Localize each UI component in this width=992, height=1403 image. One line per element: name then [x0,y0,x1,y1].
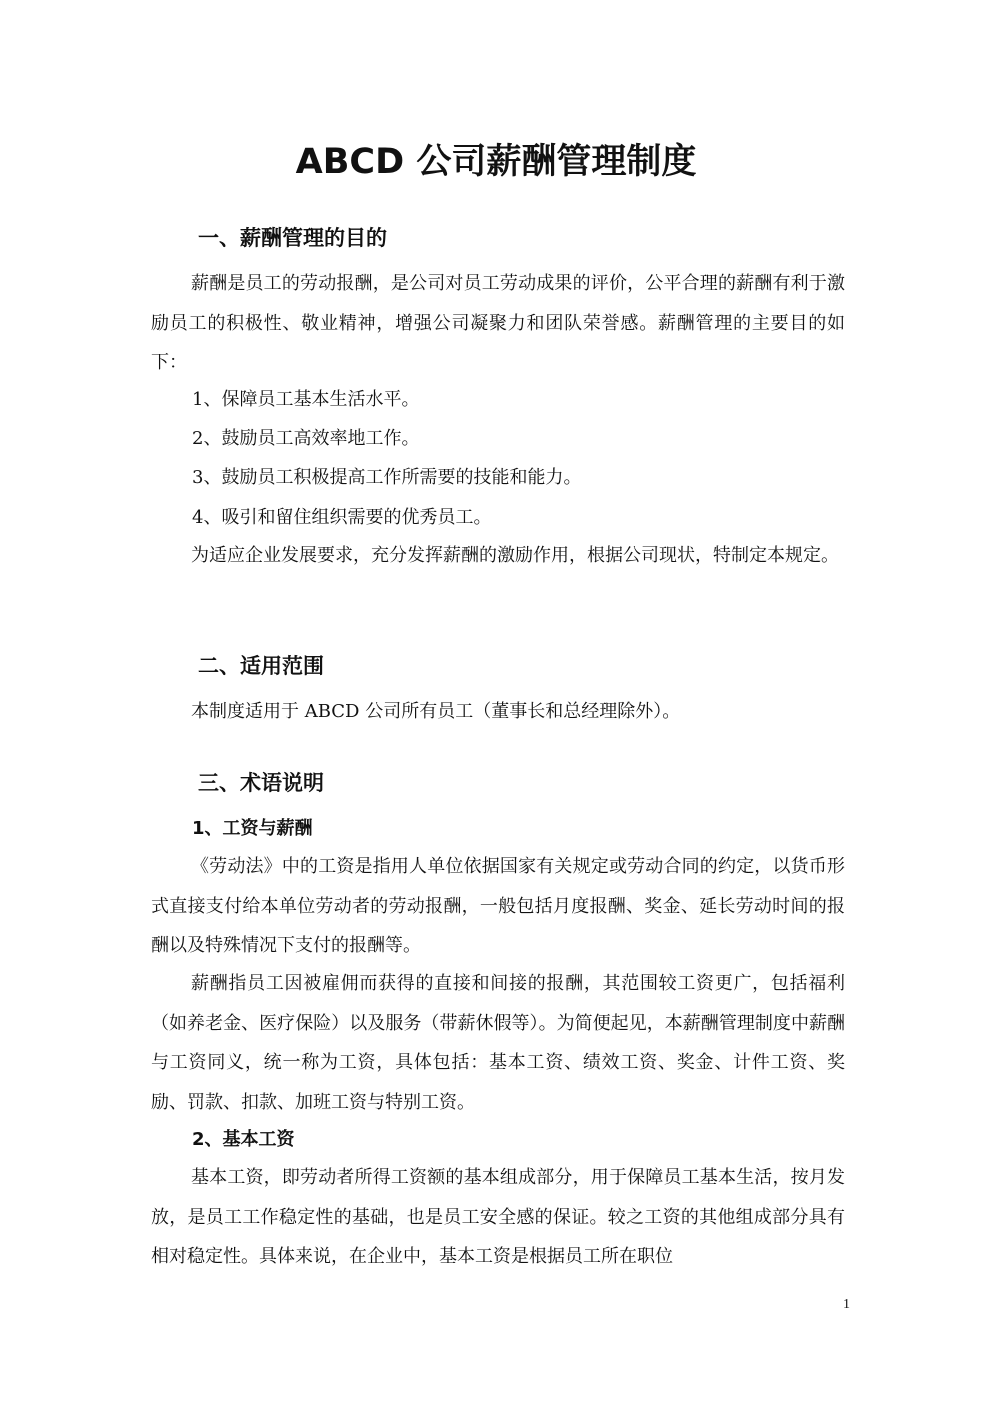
section3-sub1-para2: 薪酬指员工因被雇佣而获得的直接和间接的报酬，其范围较工资更广，包括福利（如养老金、医疗保险）以及服务（带薪休假等）。为简便起见，本薪酬管理制度中薪酬与工资同义，统一称为工资，具体包括：基本工资、绩效工资、奖金、计件工资、奖励、罚款、扣款、加班工资与特别工资。 [151,973,845,1113]
section3-sub1-para1: 《劳动法》中的工资是指用人单位依据国家有关规定或劳动合同的约定，以货币形式直接支付给本单位劳动者的劳动报酬，一般包括月度报酬、奖金、延长劳动时间的报酬以及特殊情况下支付的报酬等。 [151,856,845,956]
list-item: 1、保障员工基本生活水平。 [192,389,420,410]
list-item: 4、吸引和留住组织需要的优秀员工。 [192,507,492,528]
subsection-heading-wages-and-compensation: 1、工资与薪酬 [192,818,313,839]
section2-body: 本制度适用于 ABCD 公司所有员工（董事长和总经理除外）。 [191,701,681,722]
section1-conclusion: 为适应企业发展要求，充分发挥薪酬的激励作用，根据公司现状，特制定本规定。 [191,545,839,566]
section3-sub2-para1: 基本工资，即劳动者所得工资额的基本组成部分，用于保障员工基本生活，按月发放，是员工工作稳定性的基础，也是员工安全感的保证。较之工资的其他组成部分具有相对稳定性。具体来说，在企业中，基本工资是根据员工所在职位 [151,1167,845,1267]
section2-heading: 二、适用范围 [198,654,324,678]
section3-heading: 三、术语说明 [198,771,324,795]
list-item: 3、鼓励员工积极提高工作所需要的技能和能力。 [192,467,582,488]
section1-intro: 薪酬是员工的劳动报酬，是公司对员工劳动成果的评价，公平合理的薪酬有利于激励员工的积极性、敬业精神，增强公司凝聚力和团队荣誉感。薪酬管理的主要目的如下： [151,273,845,373]
document-title: ABCD 公司薪酬管理制度 [295,142,697,182]
page-number: 1 [843,1297,850,1312]
list-item: 2、鼓励员工高效率地工作。 [192,428,420,449]
section1-heading: 一、薪酬管理的目的 [198,226,387,250]
subsection-heading-basic-wage: 2、基本工资 [192,1129,295,1150]
